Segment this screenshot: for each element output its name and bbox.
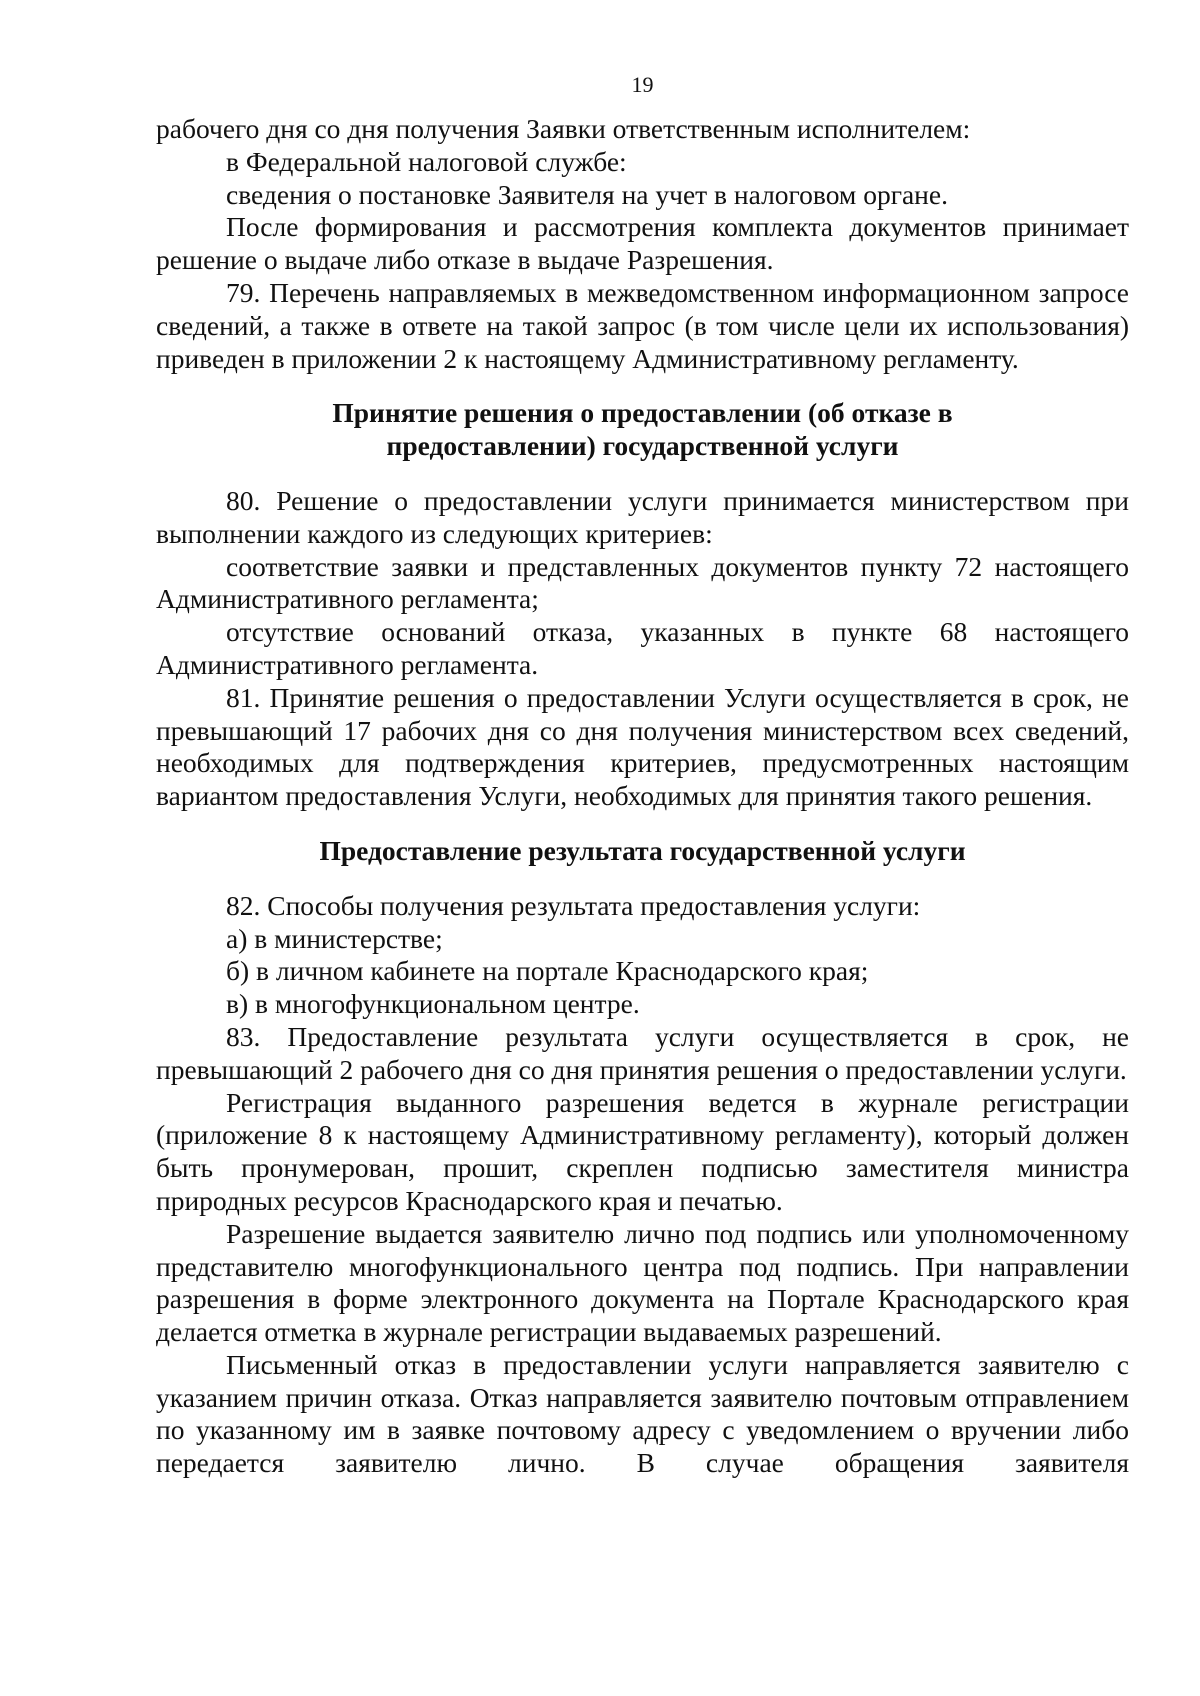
paragraph: Разрешение выдается заявителю лично под подпись или уполномоченному представителю многофункционального центра под подпись. При направлении разрешения в форме электронного документа на Портале Краснодарского края делается отметка в журнале регистрации выдаваемых разрешений.	[156, 1217, 1129, 1348]
paragraph: б) в личном кабинете на портале Краснодарского края;	[226, 955, 869, 987]
text-block-2	[156, 485, 1129, 813]
paragraph: 81. Принятие решения о предоставлении Услуги осуществляется в срок, не превышающий 17 рабочих дня со дня получения министерством всех сведений, необходимых для подтверждения критериев, предусмотренных настоящим вариантом предоставления Услуги, необходимых для принятия такого решения.	[156, 681, 1129, 812]
paragraph: 83. Предоставление результата услуги осуществляется в срок, не превышающий 2 рабочего дня со дня принятия решения о предоставлении услуги.	[156, 1020, 1129, 1085]
paragraph: Письменный отказ в предоставлении услуги направляется заявителю с указанием причин отказа. Отказ направляется заявителю почтовым отправлением по указанному им в заявке почтовому адресу с уведомлением о вручении либо передается заявителю лично. В случае обращения заявителя	[156, 1348, 1129, 1479]
paragraph: 80. Решение о предоставлении услуги принимается министерством при выполнении каждого из следующих критериев:	[156, 484, 1129, 549]
paragraph: в) в многофункциональном центре.	[226, 988, 640, 1020]
paragraph: рабочего дня со дня получения Заявки ответственным исполнителем:	[156, 113, 971, 144]
paragraph: После формирования и рассмотрения комплекта документов принимает решение о выдаче либо отказе в выдаче Разрешения.	[156, 211, 1129, 276]
section-heading-decision: Принятие решения о предоставлении (об отказе в предоставлении) государственной услуги	[332, 397, 953, 462]
paragraph: а) в министерстве;	[226, 922, 443, 954]
text-block-1	[156, 113, 1129, 375]
paragraph: 82. Способы получения результата предоставления услуги:	[226, 889, 921, 921]
paragraph: Регистрация выданного разрешения ведется в журнале регистрации (приложение 8 к настоящему Административному регламенту), который должен быть пронумерован, прошит, скреплен подписью заместителя министра природных ресурсов Краснодарского края и печатью.	[156, 1086, 1129, 1216]
text-block-3	[156, 890, 1129, 1480]
page-number: 19	[631, 72, 654, 97]
paragraph: 79. Перечень направляемых в межведомственном информационном запросе сведений, а также в ответе на такой запрос (в том числе цели их использования) приведен в приложении 2 к настоящему Административному регламенту.	[156, 276, 1129, 374]
section-heading-result: Предоставление результата государственной услуги	[319, 834, 966, 866]
document-body	[156, 113, 1129, 1480]
paragraph: в Федеральной налоговой службе:	[226, 145, 627, 177]
paragraph: соответствие заявки и представленных документов пункту 72 настоящего Административного регламента;	[156, 550, 1129, 615]
paragraph: сведения о постановке Заявителя на учет в налоговом органе.	[226, 178, 948, 210]
paragraph: отсутствие оснований отказа, указанных в пункте 68 настоящего Административного регламента.	[156, 616, 1129, 680]
